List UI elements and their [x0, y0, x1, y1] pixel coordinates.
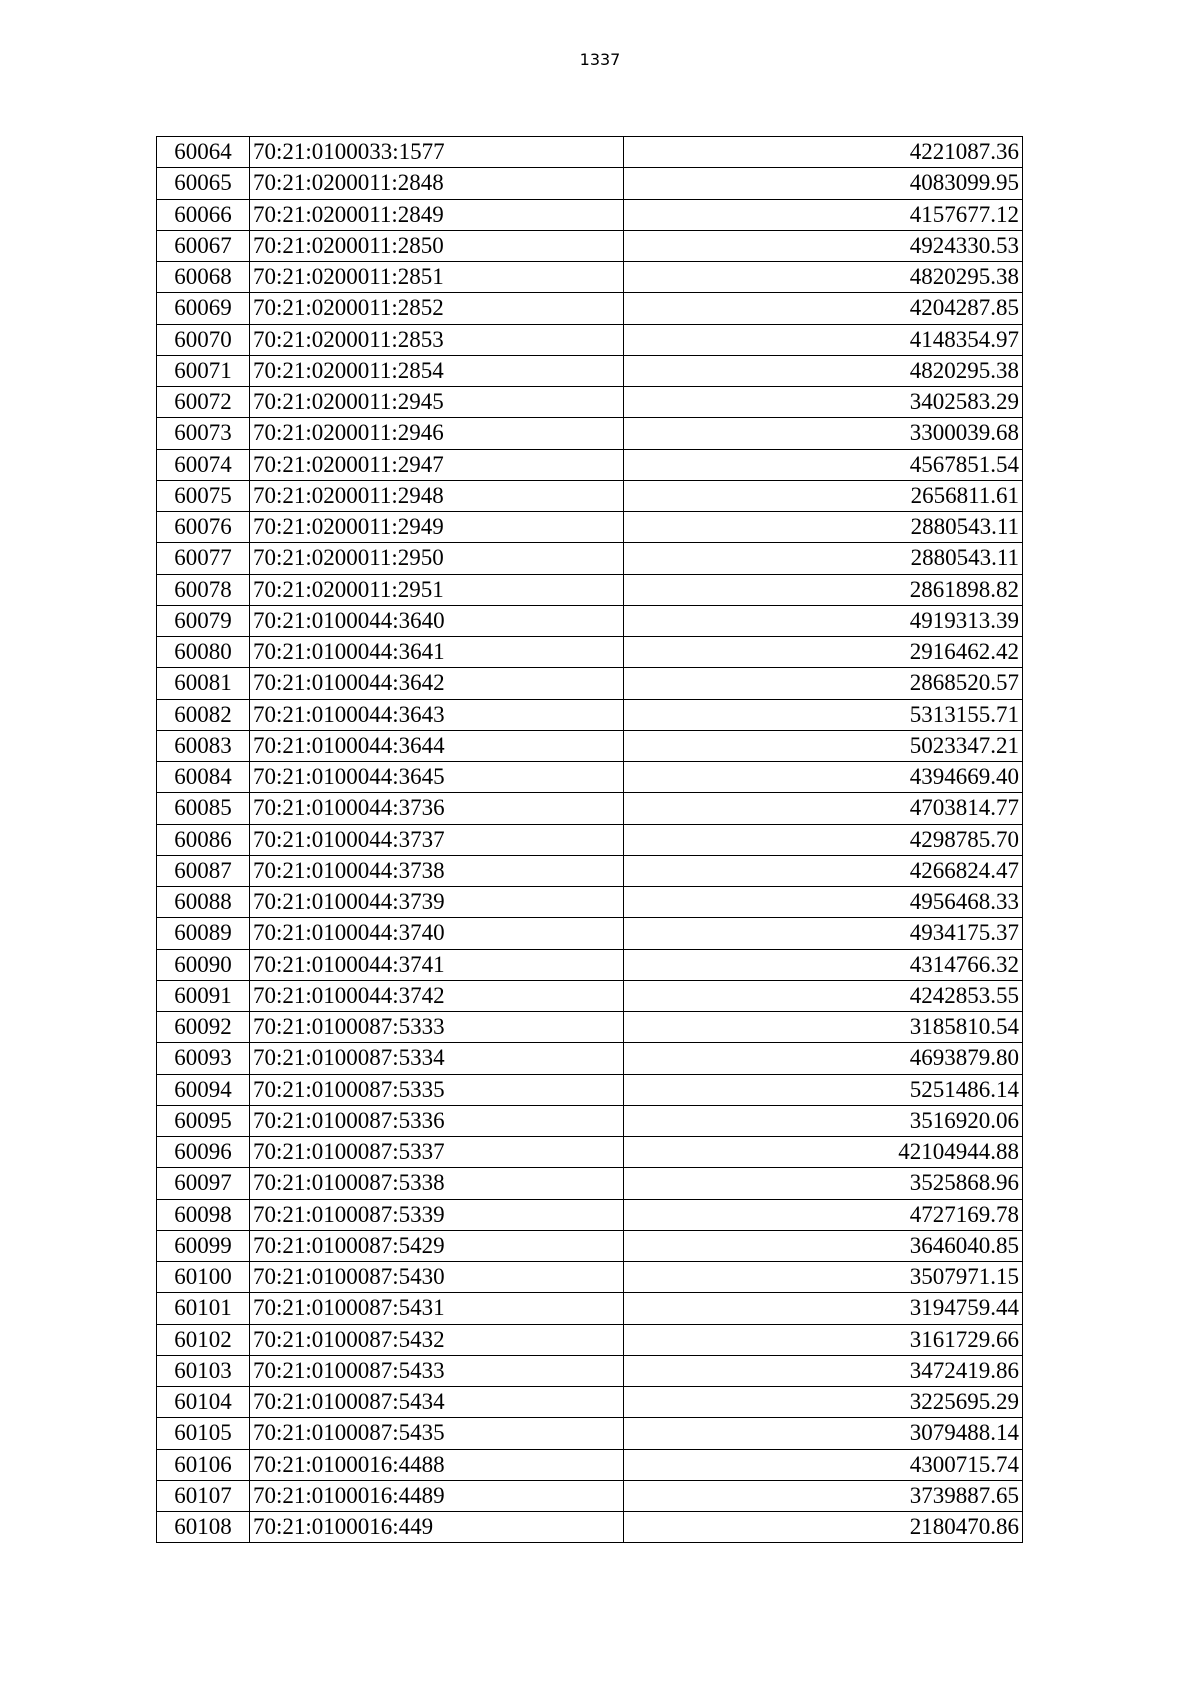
cadastral-number-cell: 70:21:0200011:2947: [249, 449, 623, 480]
table-row: [157, 1230, 1023, 1261]
table-row: [157, 793, 1023, 824]
row-number-cell: 60069: [157, 293, 250, 324]
table-row: [157, 199, 1023, 230]
row-number-cell: 60097: [157, 1168, 250, 1199]
table-row: [157, 480, 1023, 511]
cadastral-number-cell: 70:21:0200011:2848: [249, 168, 623, 199]
table-row: [157, 543, 1023, 574]
row-number-cell: 60066: [157, 199, 250, 230]
table-row: [157, 1074, 1023, 1105]
cadastral-value-cell: 3525868.96: [623, 1168, 1022, 1199]
row-number-cell: 60099: [157, 1230, 250, 1261]
cadastral-number-cell: 70:21:0100087:5435: [249, 1418, 623, 1449]
cadastral-number-cell: 70:21:0100087:5334: [249, 1043, 623, 1074]
row-number-cell: 60086: [157, 824, 250, 855]
cadastral-value-cell: 2916462.42: [623, 637, 1022, 668]
cadastral-number-cell: 70:21:0100044:3645: [249, 762, 623, 793]
table-row: [157, 1355, 1023, 1386]
cadastral-value-cell: 4242853.55: [623, 980, 1022, 1011]
table-row: [157, 418, 1023, 449]
table-row: [157, 1387, 1023, 1418]
row-number-cell: 60094: [157, 1074, 250, 1105]
cadastral-number-cell: 70:21:0200011:2949: [249, 512, 623, 543]
cadastral-number-cell: 70:21:0100044:3644: [249, 730, 623, 761]
row-number-cell: 60100: [157, 1262, 250, 1293]
cadastral-value-cell: 3079488.14: [623, 1418, 1022, 1449]
cadastral-number-cell: 70:21:0100044:3640: [249, 605, 623, 636]
cadastral-number-cell: 70:21:0100087:5429: [249, 1230, 623, 1261]
cadastral-number-cell: 70:21:0200011:2849: [249, 199, 623, 230]
table-row: [157, 137, 1023, 168]
cadastral-value-cell: 4567851.54: [623, 449, 1022, 480]
cadastral-value-cell: 4204287.85: [623, 293, 1022, 324]
row-number-cell: 60074: [157, 449, 250, 480]
row-number-cell: 60065: [157, 168, 250, 199]
cadastral-value-cell: 3507971.15: [623, 1262, 1022, 1293]
cadastral-value-cell: 3194759.44: [623, 1293, 1022, 1324]
row-number-cell: 60078: [157, 574, 250, 605]
cadastral-value-table: [156, 136, 1023, 1543]
cadastral-value-cell: 3472419.86: [623, 1355, 1022, 1386]
row-number-cell: 60079: [157, 605, 250, 636]
cadastral-value-cell: 5023347.21: [623, 730, 1022, 761]
table-row: [157, 1199, 1023, 1230]
table-row: [157, 1324, 1023, 1355]
cadastral-value-cell: 2180470.86: [623, 1512, 1022, 1543]
row-number-cell: 60089: [157, 918, 250, 949]
cadastral-number-cell: 70:21:0100087:5338: [249, 1168, 623, 1199]
cadastral-value-cell: 4298785.70: [623, 824, 1022, 855]
table-body: [157, 137, 1023, 1543]
cadastral-value-cell: 5251486.14: [623, 1074, 1022, 1105]
row-number-cell: 60067: [157, 230, 250, 261]
row-number-cell: 60103: [157, 1355, 250, 1386]
table-row: [157, 1480, 1023, 1511]
row-number-cell: 60091: [157, 980, 250, 1011]
cadastral-number-cell: 70:21:0100016:4488: [249, 1449, 623, 1480]
table-row: [157, 1418, 1023, 1449]
cadastral-value-cell: 2861898.82: [623, 574, 1022, 605]
cadastral-number-cell: 70:21:0100044:3736: [249, 793, 623, 824]
row-number-cell: 60104: [157, 1387, 250, 1418]
page-number: 1337: [579, 50, 621, 69]
cadastral-value-cell: 2880543.11: [623, 543, 1022, 574]
cadastral-value-cell: 3402583.29: [623, 387, 1022, 418]
cadastral-value-cell: 2880543.11: [623, 512, 1022, 543]
cadastral-number-cell: 70:21:0200011:2948: [249, 480, 623, 511]
table-row: [157, 293, 1023, 324]
cadastral-number-cell: 70:21:0100044:3641: [249, 637, 623, 668]
table-row: [157, 1105, 1023, 1136]
table-row: [157, 1043, 1023, 1074]
table-row: [157, 324, 1023, 355]
row-number-cell: 60077: [157, 543, 250, 574]
table-row: [157, 574, 1023, 605]
cadastral-value-cell: 3516920.06: [623, 1105, 1022, 1136]
cadastral-value-cell: 2868520.57: [623, 668, 1022, 699]
row-number-cell: 60095: [157, 1105, 250, 1136]
cadastral-value-cell: 5313155.71: [623, 699, 1022, 730]
cadastral-number-cell: 70:21:0200011:2946: [249, 418, 623, 449]
cadastral-number-cell: 70:21:0100087:5337: [249, 1137, 623, 1168]
row-number-cell: 60075: [157, 480, 250, 511]
cadastral-number-cell: 70:21:0200011:2945: [249, 387, 623, 418]
cadastral-value-cell: 2656811.61: [623, 480, 1022, 511]
cadastral-number-cell: 70:21:0100087:5434: [249, 1387, 623, 1418]
row-number-cell: 60082: [157, 699, 250, 730]
cadastral-number-cell: 70:21:0200011:2852: [249, 293, 623, 324]
row-number-cell: 60083: [157, 730, 250, 761]
row-number-cell: 60064: [157, 137, 250, 168]
cadastral-value-cell: 4934175.37: [623, 918, 1022, 949]
cadastral-number-cell: 70:21:0100087:5333: [249, 1012, 623, 1043]
cadastral-value-cell: 4919313.39: [623, 605, 1022, 636]
cadastral-number-cell: 70:21:0200011:2854: [249, 355, 623, 386]
cadastral-value-cell: 4703814.77: [623, 793, 1022, 824]
table-row: [157, 762, 1023, 793]
cadastral-value-cell: 4956468.33: [623, 887, 1022, 918]
row-number-cell: 60107: [157, 1480, 250, 1511]
cadastral-value-cell: 42104944.88: [623, 1137, 1022, 1168]
row-number-cell: 60068: [157, 262, 250, 293]
cadastral-number-cell: 70:21:0100044:3740: [249, 918, 623, 949]
table-row: [157, 699, 1023, 730]
cadastral-value-cell: 4924330.53: [623, 230, 1022, 261]
cadastral-value-cell: 4820295.38: [623, 355, 1022, 386]
cadastral-number-cell: 70:21:0200011:2851: [249, 262, 623, 293]
cadastral-number-cell: 70:21:0100016:4489: [249, 1480, 623, 1511]
cadastral-value-cell: 4148354.97: [623, 324, 1022, 355]
cadastral-value-cell: 3300039.68: [623, 418, 1022, 449]
cadastral-number-cell: 70:21:0100044:3742: [249, 980, 623, 1011]
cadastral-number-cell: 70:21:0100087:5336: [249, 1105, 623, 1136]
row-number-cell: 60087: [157, 855, 250, 886]
row-number-cell: 60080: [157, 637, 250, 668]
row-number-cell: 60071: [157, 355, 250, 386]
row-number-cell: 60090: [157, 949, 250, 980]
cadastral-number-cell: 70:21:0100044:3739: [249, 887, 623, 918]
table-row: [157, 1137, 1023, 1168]
cadastral-number-cell: 70:21:0200011:2853: [249, 324, 623, 355]
table-row: [157, 387, 1023, 418]
cadastral-value-cell: 4266824.47: [623, 855, 1022, 886]
cadastral-number-cell: 70:21:0100087:5432: [249, 1324, 623, 1355]
cadastral-value-cell: 3739887.65: [623, 1480, 1022, 1511]
cadastral-value-cell: 4314766.32: [623, 949, 1022, 980]
table-row: [157, 168, 1023, 199]
row-number-cell: 60108: [157, 1512, 250, 1543]
cadastral-value-cell: 3646040.85: [623, 1230, 1022, 1261]
cadastral-number-cell: 70:21:0200011:2950: [249, 543, 623, 574]
table-row: [157, 1293, 1023, 1324]
table-row: [157, 512, 1023, 543]
cadastral-value-cell: 4221087.36: [623, 137, 1022, 168]
table-row: [157, 668, 1023, 699]
table-row: [157, 918, 1023, 949]
cadastral-number-cell: 70:21:0100044:3738: [249, 855, 623, 886]
cadastral-number-cell: 70:21:0100087:5339: [249, 1199, 623, 1230]
cadastral-number-cell: 70:21:0100087:5431: [249, 1293, 623, 1324]
row-number-cell: 60105: [157, 1418, 250, 1449]
cadastral-value-cell: 4820295.38: [623, 262, 1022, 293]
table-row: [157, 1012, 1023, 1043]
row-number-cell: 60081: [157, 668, 250, 699]
cadastral-value-cell: 3225695.29: [623, 1387, 1022, 1418]
cadastral-value-cell: 3161729.66: [623, 1324, 1022, 1355]
cadastral-value-cell: 4083099.95: [623, 168, 1022, 199]
table-row: [157, 1168, 1023, 1199]
table-row: [157, 262, 1023, 293]
cadastral-value-cell: 4157677.12: [623, 199, 1022, 230]
table-row: [157, 824, 1023, 855]
table-row: [157, 730, 1023, 761]
table-row: [157, 949, 1023, 980]
row-number-cell: 60106: [157, 1449, 250, 1480]
cadastral-number-cell: 70:21:0100044:3643: [249, 699, 623, 730]
row-number-cell: 60101: [157, 1293, 250, 1324]
cadastral-number-cell: 70:21:0100044:3741: [249, 949, 623, 980]
row-number-cell: 60093: [157, 1043, 250, 1074]
table-row: [157, 980, 1023, 1011]
cadastral-number-cell: 70:21:0100044:3737: [249, 824, 623, 855]
row-number-cell: 60102: [157, 1324, 250, 1355]
cadastral-value-cell: 4394669.40: [623, 762, 1022, 793]
table-row: [157, 887, 1023, 918]
table-row: [157, 637, 1023, 668]
cadastral-number-cell: 70:21:0100033:1577: [249, 137, 623, 168]
cadastral-number-cell: 70:21:0100087:5433: [249, 1355, 623, 1386]
cadastral-value-cell: 4693879.80: [623, 1043, 1022, 1074]
table-row: [157, 230, 1023, 261]
table-row: [157, 605, 1023, 636]
table-row: [157, 355, 1023, 386]
row-number-cell: 60084: [157, 762, 250, 793]
table-row: [157, 449, 1023, 480]
cadastral-number-cell: 70:21:0100016:449: [249, 1512, 623, 1543]
row-number-cell: 60085: [157, 793, 250, 824]
row-number-cell: 60073: [157, 418, 250, 449]
cadastral-number-cell: 70:21:0200011:2951: [249, 574, 623, 605]
table-row: [157, 1262, 1023, 1293]
table-row: [157, 1512, 1023, 1543]
row-number-cell: 60096: [157, 1137, 250, 1168]
cadastral-number-cell: 70:21:0200011:2850: [249, 230, 623, 261]
cadastral-number-cell: 70:21:0100087:5335: [249, 1074, 623, 1105]
row-number-cell: 60076: [157, 512, 250, 543]
table-row: [157, 855, 1023, 886]
row-number-cell: 60092: [157, 1012, 250, 1043]
cadastral-value-cell: 4300715.74: [623, 1449, 1022, 1480]
cadastral-value-cell: 3185810.54: [623, 1012, 1022, 1043]
cadastral-number-cell: 70:21:0100044:3642: [249, 668, 623, 699]
row-number-cell: 60088: [157, 887, 250, 918]
table-row: [157, 1449, 1023, 1480]
row-number-cell: 60072: [157, 387, 250, 418]
cadastral-number-cell: 70:21:0100087:5430: [249, 1262, 623, 1293]
row-number-cell: 60098: [157, 1199, 250, 1230]
cadastral-value-cell: 4727169.78: [623, 1199, 1022, 1230]
row-number-cell: 60070: [157, 324, 250, 355]
